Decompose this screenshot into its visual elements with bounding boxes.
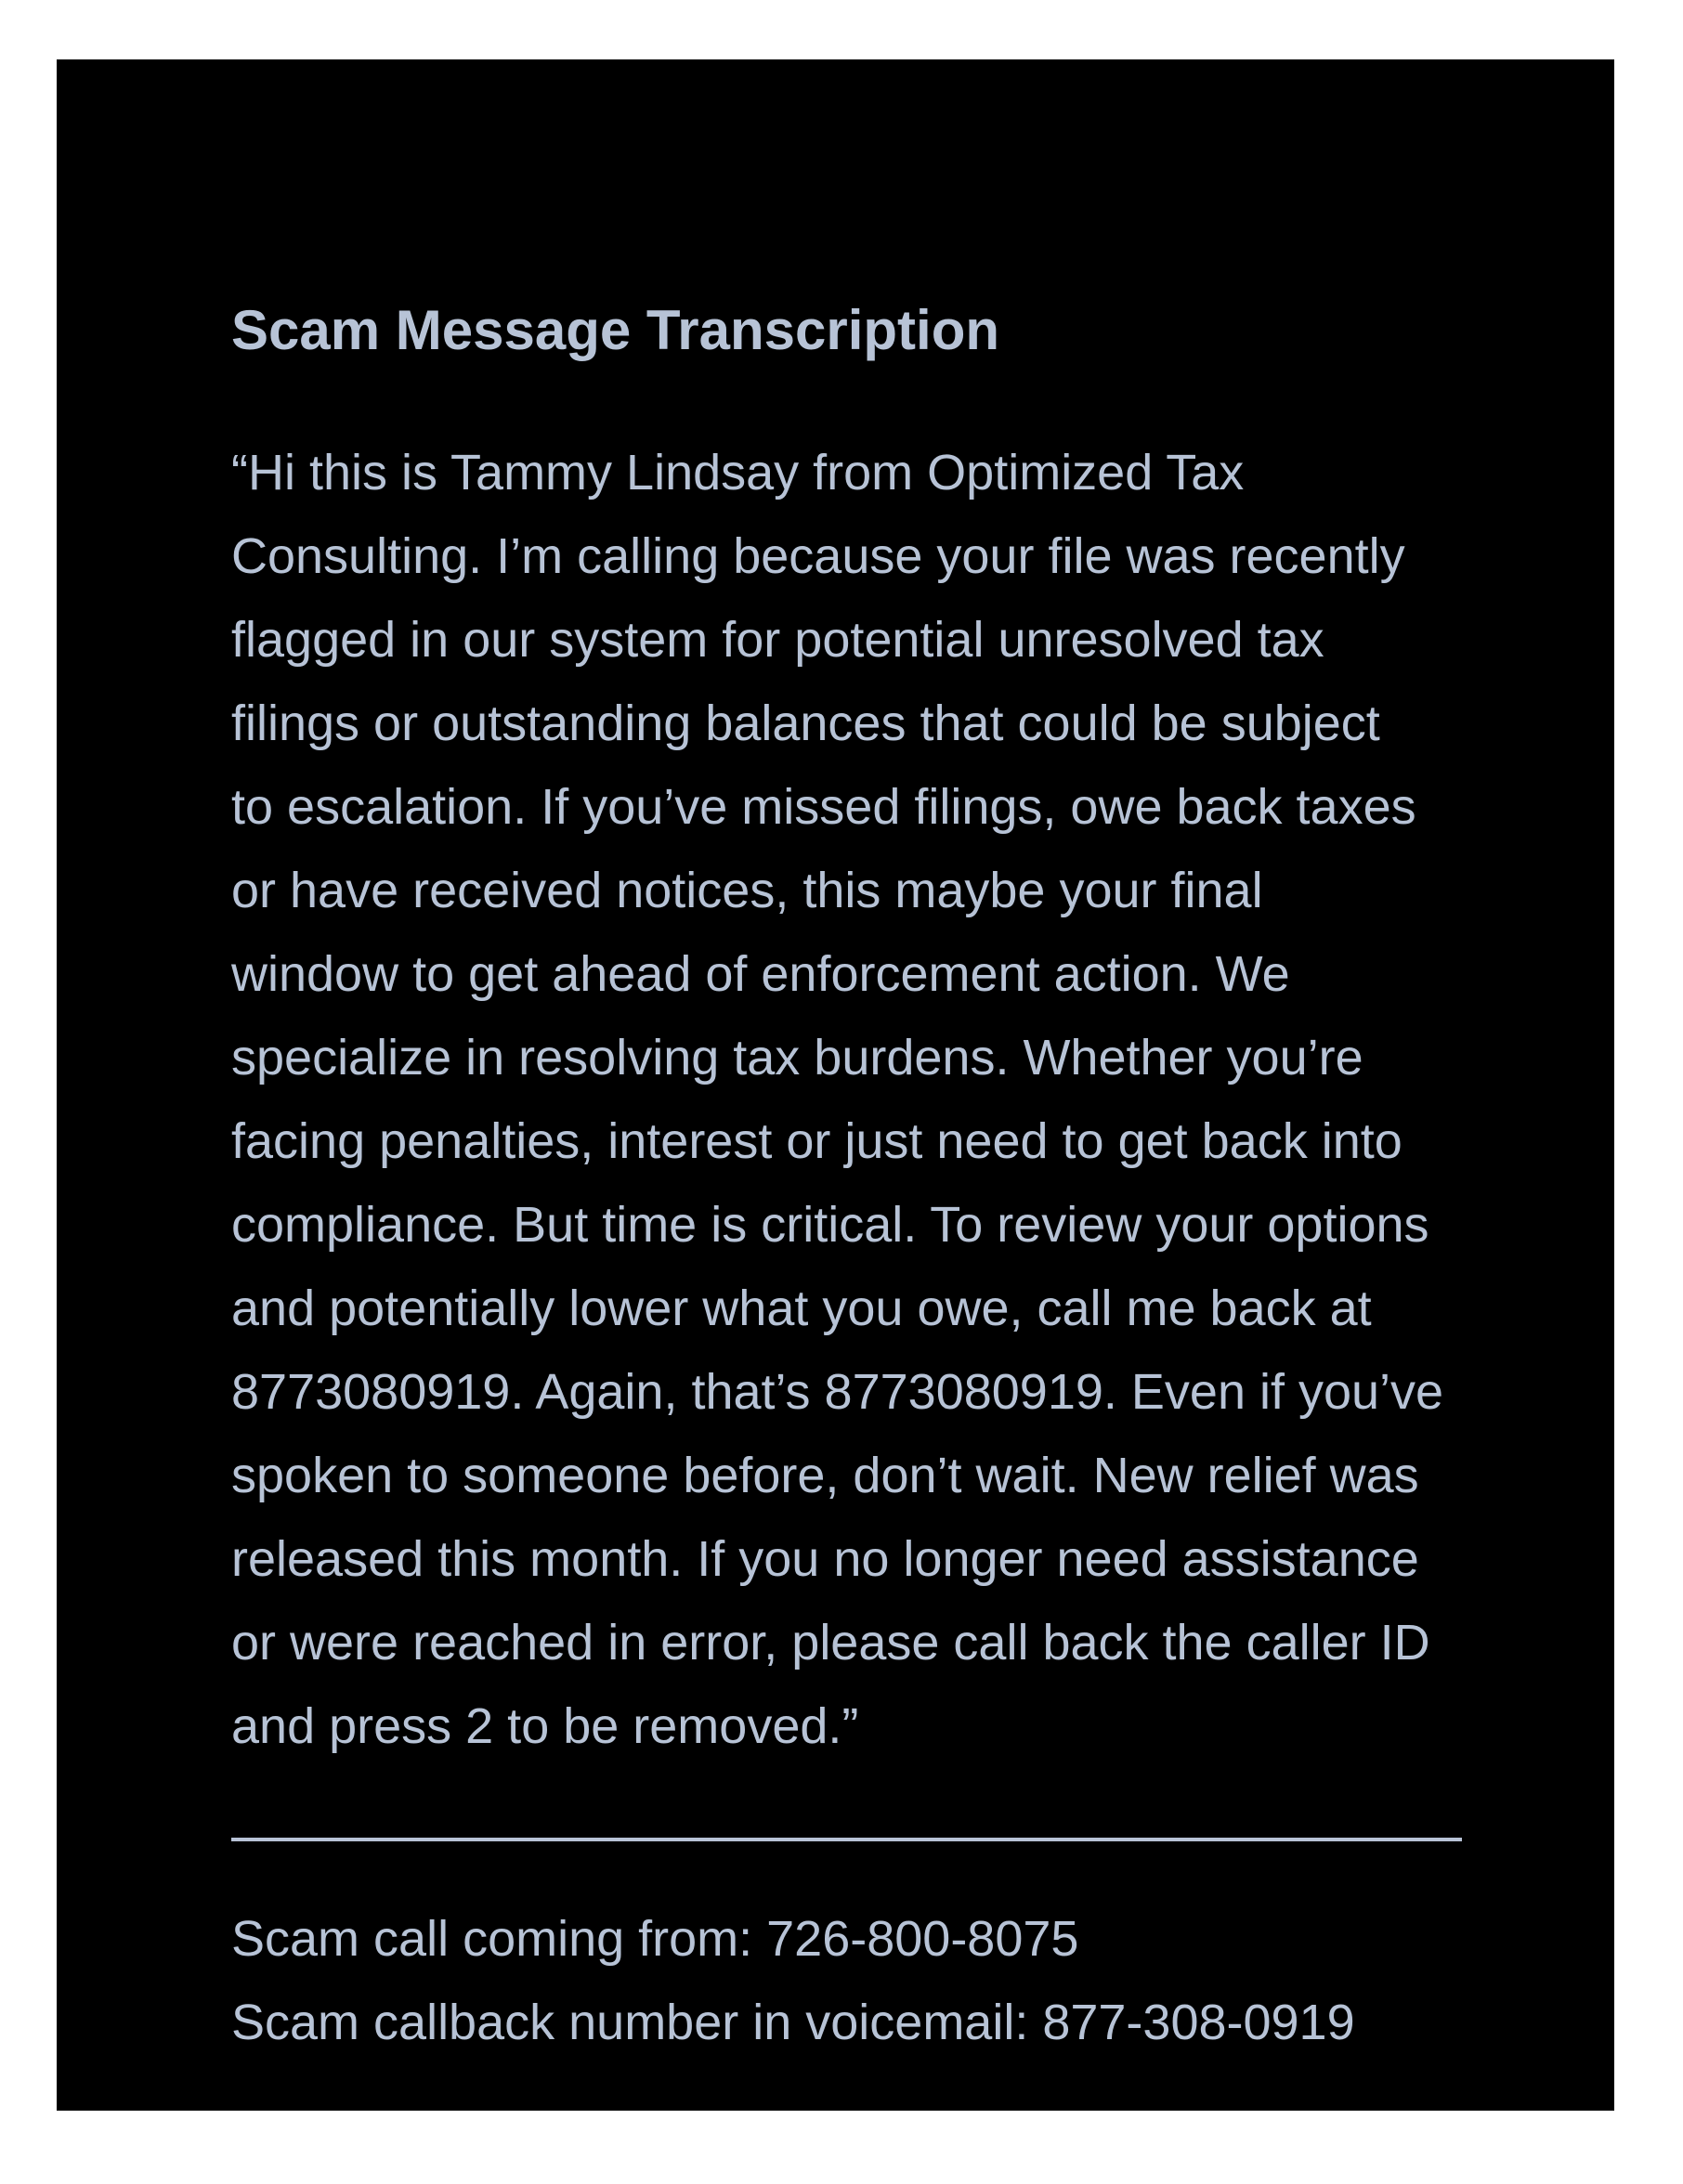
transcript-line: or were reached in error, please call back the caller ID xyxy=(231,1615,1430,1670)
transcript-line: flagged in our system for potential unresolved tax xyxy=(231,612,1324,668)
transcript-line: or have received notices, this maybe your final xyxy=(231,863,1263,918)
transcript-line: 8773080919. Again, that’s 8773080919. Even if you’ve xyxy=(231,1364,1444,1420)
transcript-line: facing penalties, interest or just need to get back into xyxy=(231,1113,1402,1169)
callback-number-line: Scam callback number in voicemail: 877-308-0919 xyxy=(231,1995,1355,2050)
transcript-line: filings or outstanding balances that could be subject xyxy=(231,696,1380,751)
transcript-line: specialize in resolving tax burdens. Whether you’re xyxy=(231,1030,1363,1086)
caller-info xyxy=(231,1897,1597,2064)
transcript-line: compliance. But time is critical. To review your options xyxy=(231,1197,1429,1253)
transcript-line: spoken to someone before, don’t wait. New relief was xyxy=(231,1448,1419,1503)
transcription-content xyxy=(231,297,1597,2064)
transcription-card xyxy=(57,59,1614,2111)
transcript-line: released this month. If you no longer need assistance xyxy=(231,1531,1419,1587)
transcript-line: Consulting. I’m calling because your file was recently xyxy=(231,528,1405,584)
transcript-line: window to get ahead of enforcement action. We xyxy=(231,946,1290,1002)
transcript-body xyxy=(231,431,1550,1768)
transcript-line: “Hi this is Tammy Lindsay from Optimized Tax xyxy=(231,445,1245,500)
transcript-line: to escalation. If you’ve missed filings, owe back taxes xyxy=(231,779,1416,835)
transcript-line: and press 2 to be removed.” xyxy=(231,1698,859,1754)
caller-number-line: Scam call coming from: 726-800-8075 xyxy=(231,1911,1079,1967)
divider xyxy=(231,1838,1462,1841)
page-title: Scam Message Transcription xyxy=(231,299,999,361)
transcript-line: and potentially lower what you owe, call me back at xyxy=(231,1280,1372,1336)
